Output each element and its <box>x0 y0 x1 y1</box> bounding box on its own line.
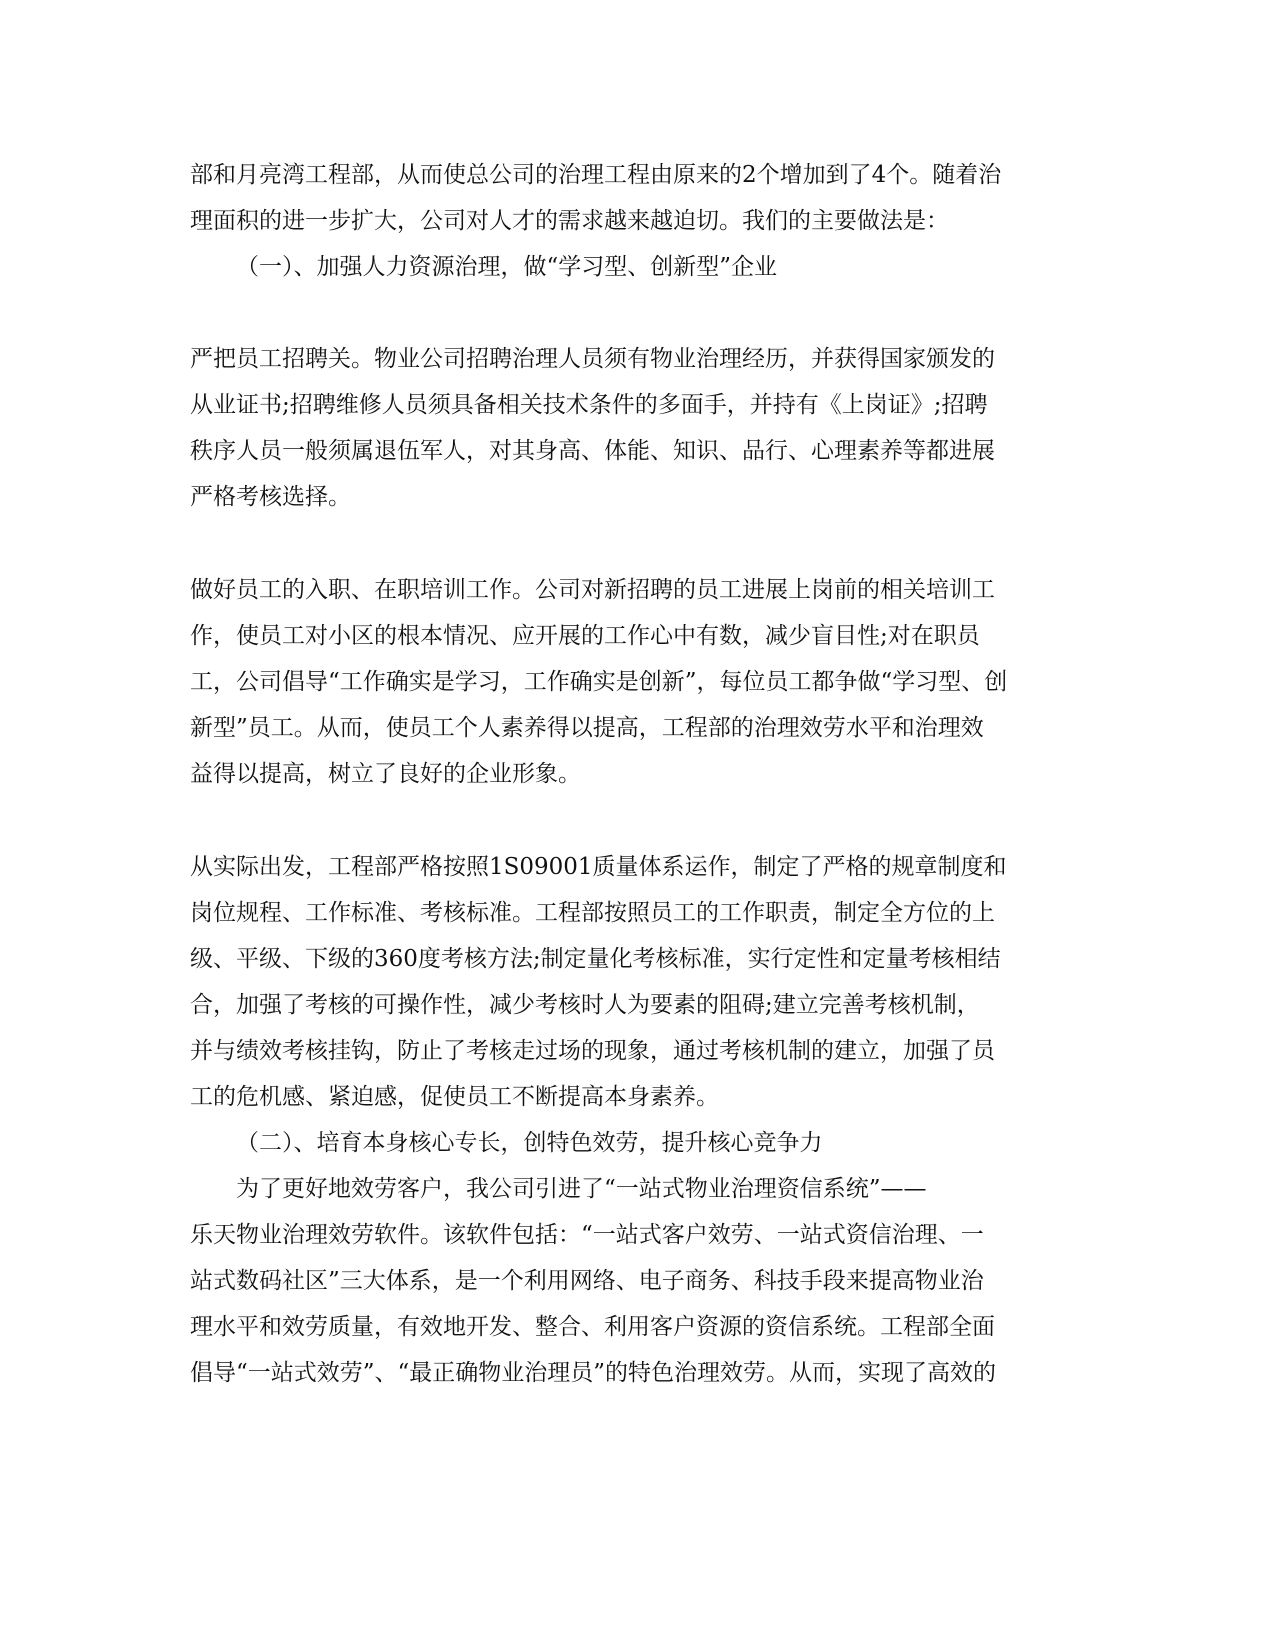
text-line: 秩序人员一般须属退伍军人，对其身高、体能、知识、品行、心理素养等都进展 <box>190 438 995 464</box>
text-line: 部和月亮湾工程部，从而使总公司的治理工程由原来的2个增加到了4个。随着治 <box>190 162 1002 188</box>
text-line: 理面积的进一步扩大，公司对人才的需求越来越迫切。我们的主要做法是： <box>190 208 949 234</box>
text-line: 严把员工招聘关。物业公司招聘治理人员须有物业治理经历，并获得国家颁发的 <box>190 346 995 372</box>
text-line: 益得以提高，树立了良好的企业形象。 <box>190 761 581 787</box>
text-line: 合，加强了考核的可操作性，减少考核时人为要素的阻碍;建立完善考核机制， <box>190 992 980 1018</box>
text-line: 从业证书;招聘维修人员须具备相关技术条件的多面手，并持有《上岗证》;招聘 <box>190 392 988 418</box>
text-line: 严格考核选择。 <box>190 484 351 510</box>
section-heading-1: （一）、加强人力资源治理，做“学习型、创新型”企业 <box>236 254 778 280</box>
text-line: 站式数码社区”三大体系，是一个利用网络、电子商务、科技手段来提高物业治 <box>190 1268 984 1294</box>
text-line: 岗位规程、工作标准、考核标准。工程部按照员工的工作职责，制定全方位的上 <box>190 900 995 926</box>
text-line: 级、平级、下级的360度考核方法;制定量化考核标准，实行定性和定量考核相结 <box>190 946 1001 972</box>
text-line: 新型”员工。从而，使员工个人素养得以提高，工程部的治理效劳水平和治理效 <box>190 715 984 741</box>
text-line: 从实际出发，工程部严格按照1S09001质量体系运作，制定了严格的规章制度和 <box>190 854 1007 880</box>
text-line: 并与绩效考核挂钩，防止了考核走过场的现象，通过考核机制的建立，加强了员 <box>190 1038 995 1064</box>
text-line: 理水平和效劳质量，有效地开发、整合、利用客户资源的资信系统。工程部全面 <box>190 1314 995 1340</box>
text-line: 倡导“一站式效劳”、“最正确物业治理员”的特色治理效劳。从而，实现了高效的 <box>190 1360 997 1386</box>
text-line: 乐天物业治理效劳软件。该软件包括：“一站式客户效劳、一站式资信治理、一 <box>190 1222 984 1248</box>
section-heading-2: （二）、培育本身核心专长，创特色效劳，提升核心竞争力 <box>236 1130 823 1156</box>
text-line: 作，使员工对小区的根本情况、应开展的工作心中有数，减少盲目性;对在职员 <box>190 623 980 649</box>
text-line: 工，公司倡导“工作确实是学习，工作确实是创新”，每位员工都争做“学习型、创 <box>190 669 1008 695</box>
text-line: 工的危机感、紧迫感，促使员工不断提高本身素养。 <box>190 1084 719 1110</box>
text-line: 做好员工的入职、在职培训工作。公司对新招聘的员工进展上岗前的相关培训工 <box>190 577 995 603</box>
text-line: 为了更好地效劳客户，我公司引进了“一站式物业治理资信系统”—— <box>236 1176 927 1202</box>
